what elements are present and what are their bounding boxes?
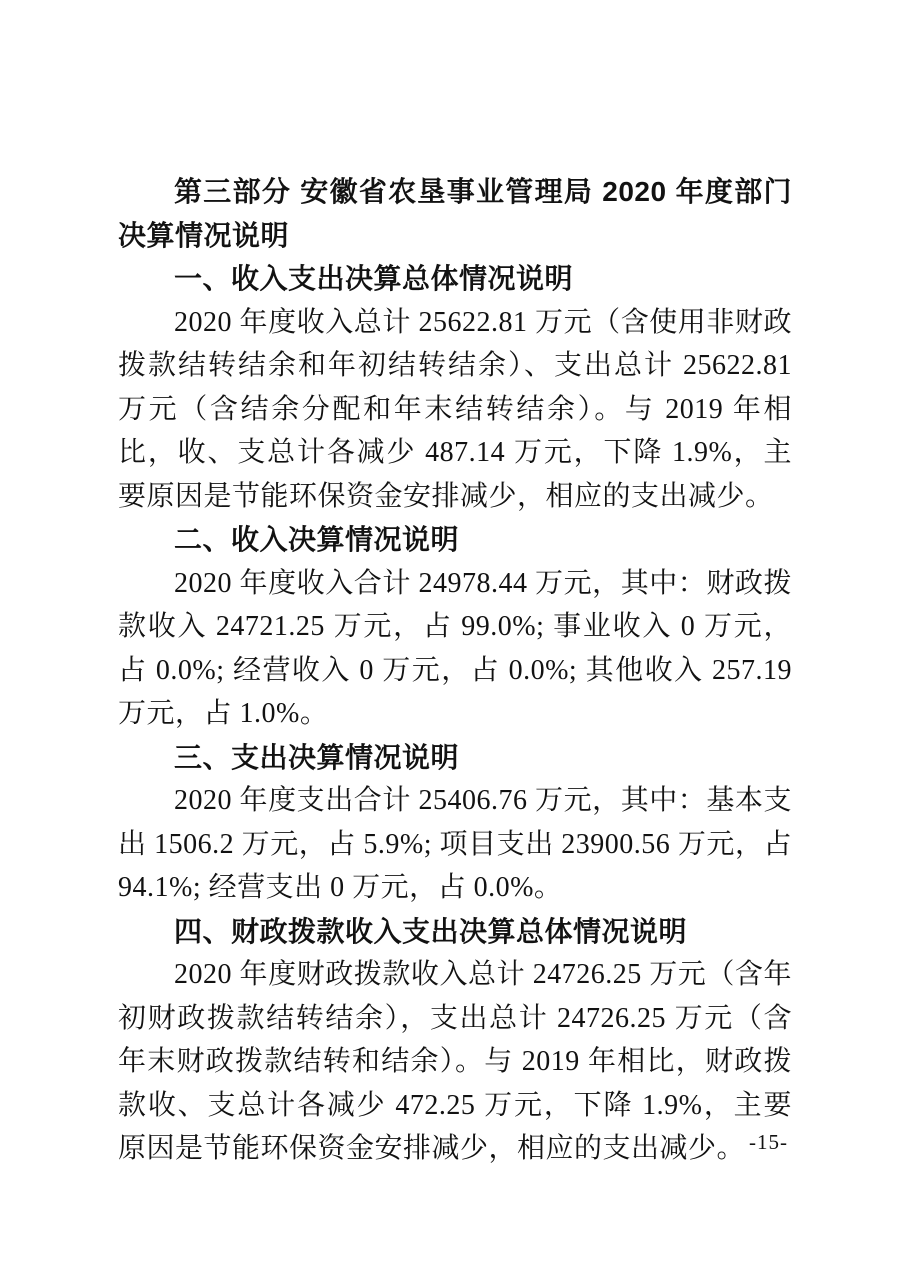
section-paragraph-3: 2020 年度支出合计 25406.76 万元，其中：基本支出 1506.2 万元，占 5.9%; 项目支出 23900.56 万元，占 94.1%; 经营支出 0 万元，占 0.0%。 [118,785,792,903]
section-heading-3: 三、支出决算情况说明 [174,741,460,773]
document-body [118,170,792,1171]
section-paragraph-1: 2020 年度收入总计 25622.81 万元（含使用非财政拨款结转结余和年初结转结余）、支出总计 25622.81 万元（含结余分配和年末结转结余）。与 2019 年相比，收、支总计各减少 487.14 万元，下降 1.9%，主要原因是节能环保资金安排减少，相应的支出减少。 [118,306,792,512]
document-title: 第三部分 安徽省农垦事业管理局 2020 年度部门决算情况说明 [118,176,792,251]
section-heading-2: 二、收入决算情况说明 [174,524,460,555]
page-number: -15- [749,1130,788,1154]
section-heading-4: 四、财政拨款收入支出决算总体情况说明 [174,915,688,947]
section-paragraph-4: 2020 年度财政拨款收入总计 24726.25 万元（含年初财政拨款结转结余），支出总计 24726.25 万元（含年末财政拨款结转和结余）。与 2019 年相比，财政拨款收、支总计各减少 472.25 万元，下降 1.9%，主要原因是节能环保资金安排减少，相应的支出减少。 [118,959,792,1164]
section-paragraph-2: 2020 年度收入合计 24978.44 万元，其中：财政拨款收入 24721.25 万元，占 99.0%; 事业收入 0 万元，占 0.0%; 经营收入 0 万元，占 0.0%; 其他收入 257.19 万元，占 1.0%。 [118,567,792,729]
section-heading-1: 一、收入支出决算总体情况说明 [174,263,574,294]
